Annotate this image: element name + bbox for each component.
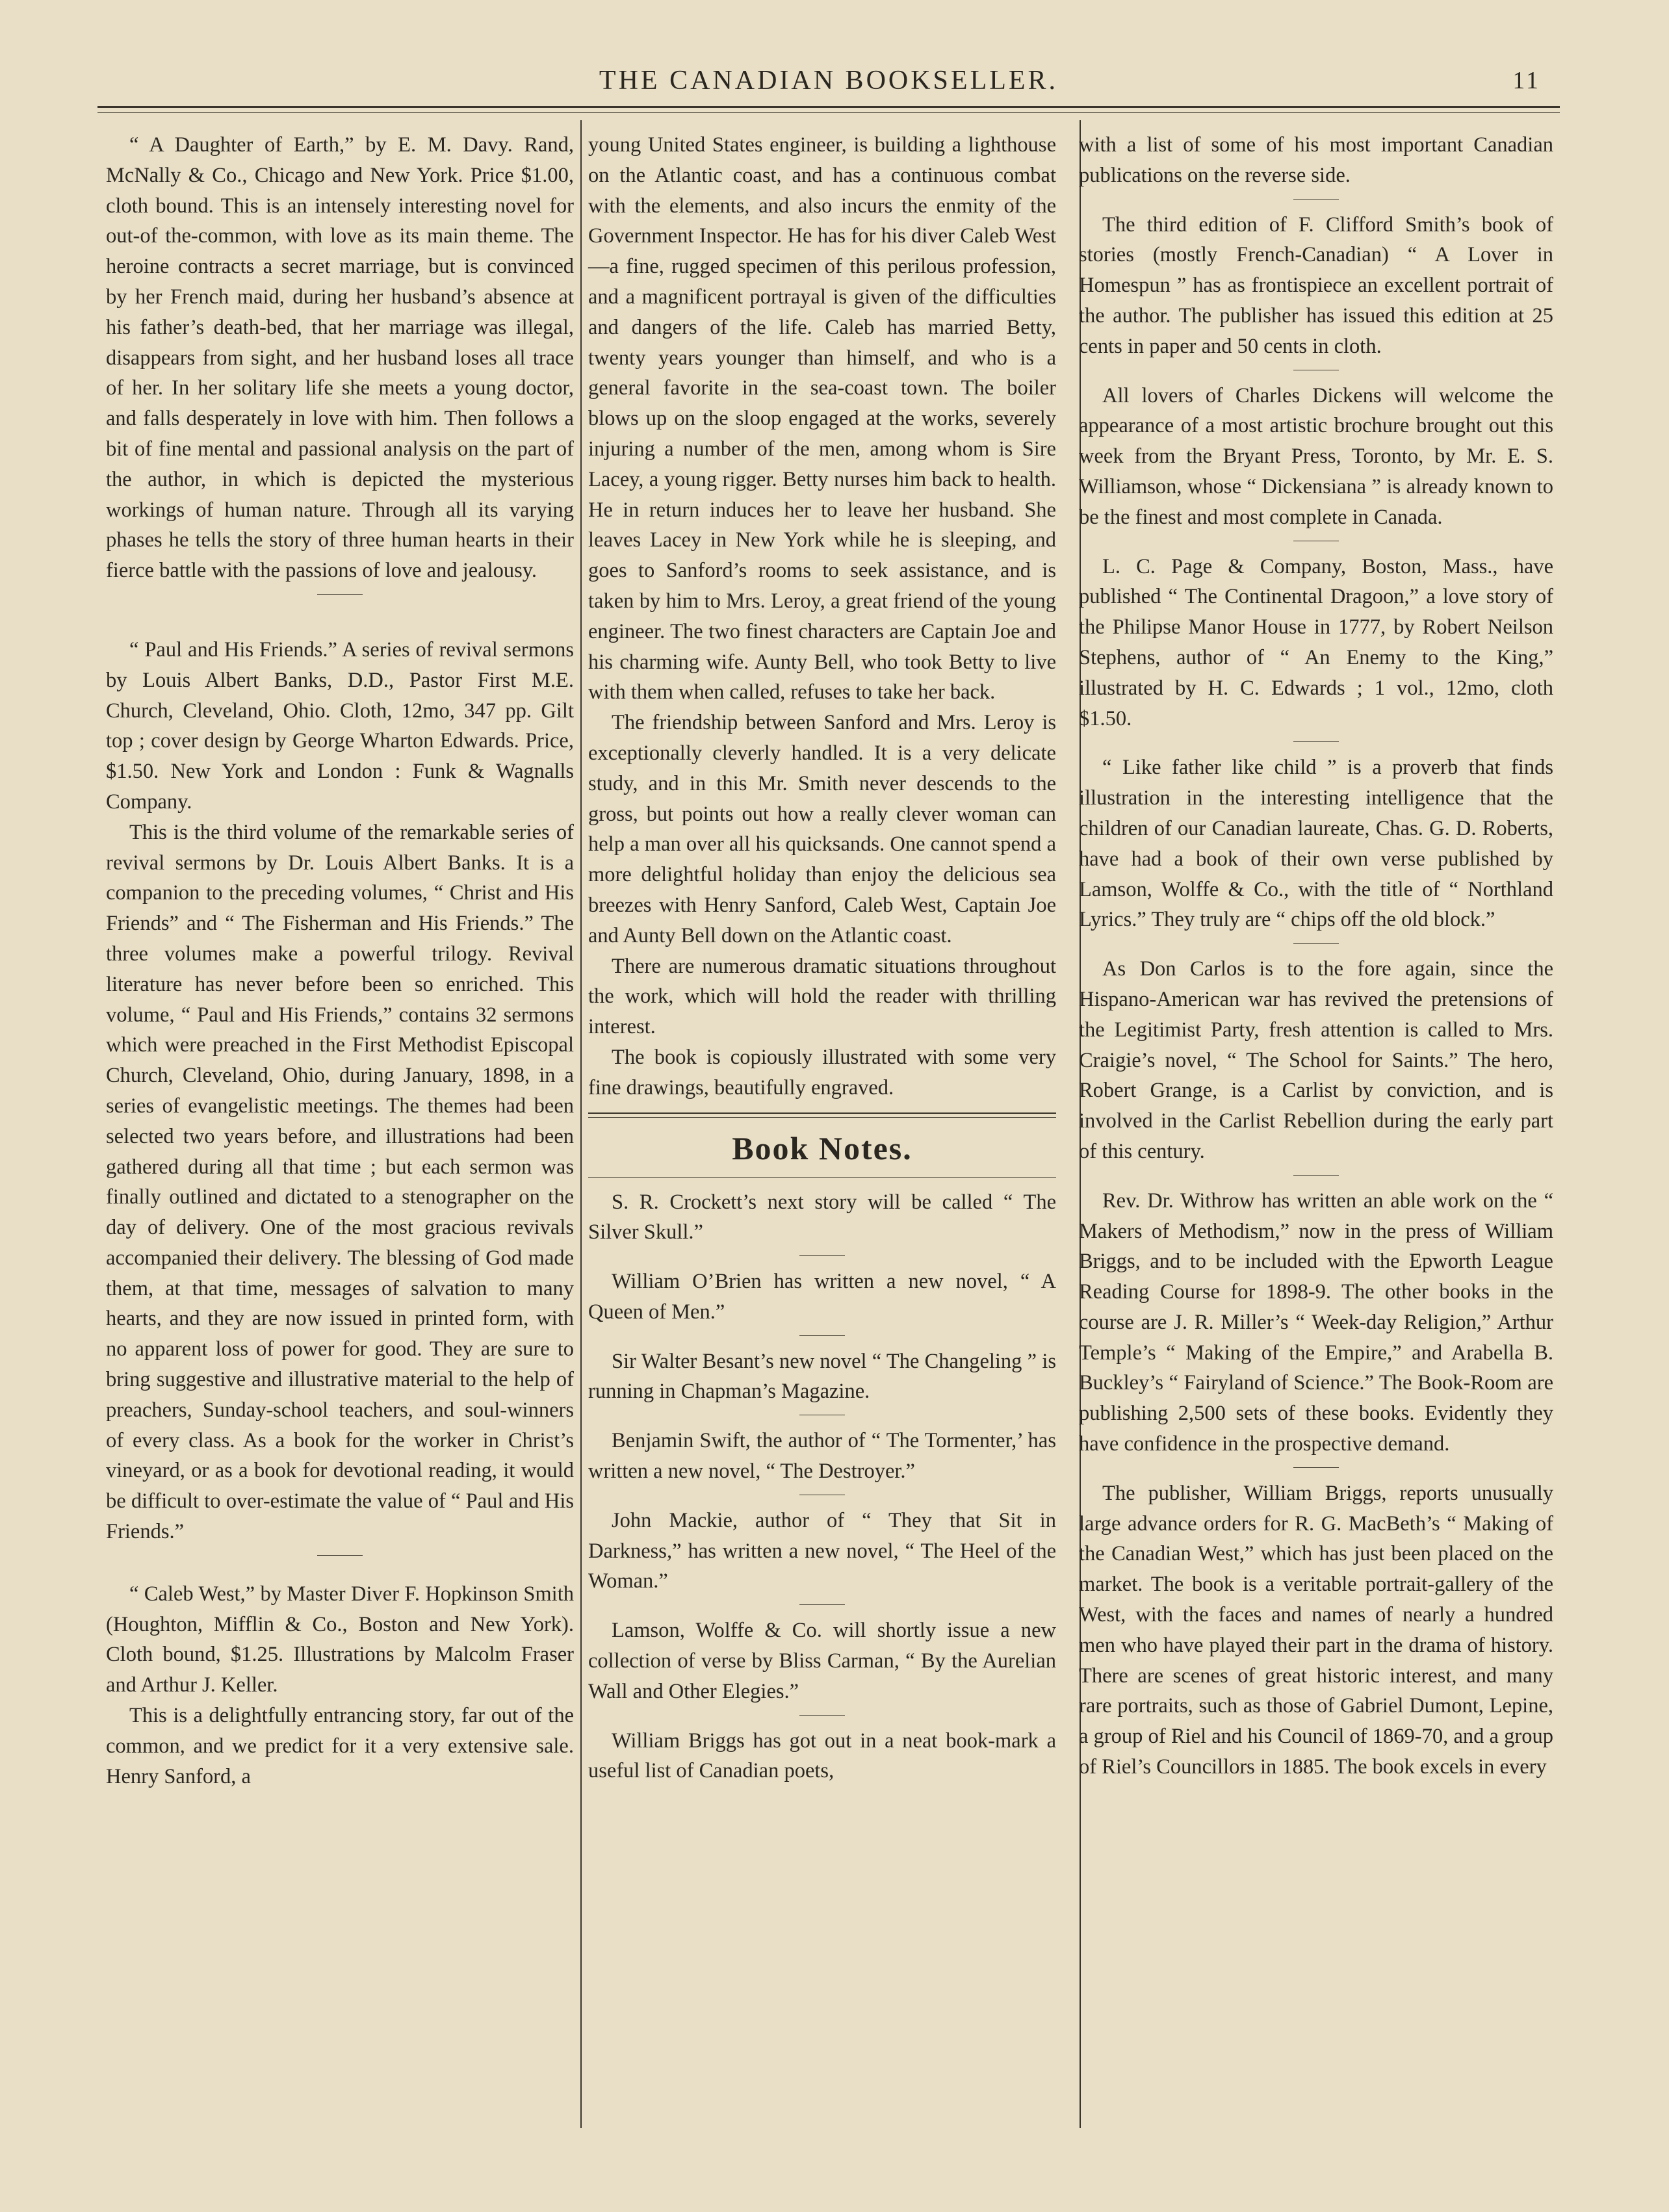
book-notes-rule-top — [588, 1112, 1056, 1114]
separator — [1293, 741, 1339, 742]
note-crockett: S. R. Crockett’s next story will be called “ The Silver Skull.” — [588, 1190, 1056, 1244]
note-briggs-bookmark: William Briggs has got out in a neat book-mark a useful list of Canadian poets, — [588, 1729, 1056, 1783]
header-rule-thin — [97, 112, 1560, 113]
review-paul-body: This is the third volume of the remarkable series of revival sermons by Dr. Louis Albert Banks. It is a companion to the preceding volumes, “ Christ and His Friends” and “ The Fisherman and His Friends.” The three volumes make a powerful trilogy. Revival literature has never before been so enriched. This volume, “ Paul and His Friends,” contains 32 sermons which were preached in the First Methodist Episcopal Church, Cleveland, Ohio, during January, 1898, in a series of evangelistic meetings. The themes had been selected two years before, and illustrations had been gathered during all that time ; but each sermon was finally outlined and dictated to a stenographer on the day of delivery. One of the most gracious revivals accompanied their delivery. The blessing of God made them, at that time, messages of salvation to many hearts, and they are now issued in printed form, with no apparent loss of power for good. They are sure to bring suggestive and illustrative material to the help of preachers, Sunday-school teachers, and soul-winners of every class. As a book for the worker in Christ’s vineyard, or as a book for devotional reading, it would be difficult to over-estimate the value of “ Paul and His Friends.” — [106, 820, 574, 1544]
column-divider-1 — [580, 120, 582, 2128]
column-1 — [106, 130, 574, 1792]
header-rule-thick — [97, 106, 1560, 108]
note-don-carlos: As Don Carlos is to the fore again, since the Hispano-American war has revived the pretensions of the Legitimist Party, fresh attention is called to Mrs. Craigie’s novel, “ The School for Saints.” The hero, Robert Grange, is a Carlist by conviction, and is involved in the Carlist Rebellion during the early part of this century. — [1079, 957, 1553, 1163]
separator — [317, 594, 363, 595]
separator — [799, 1255, 845, 1256]
publication-title: THE CANADIAN BOOKSELLER. — [599, 66, 1059, 96]
review-caleb-continued: young United States engineer, is building a lighthouse on the Atlantic coast, and has a continuous combat with the elements, and also incurs the enmity of the Government Inspector. He has for his diver Caleb West—a fine, rugged specimen of this perilous profession, and a magnificent portrayal is given of the difficulties and dangers of the life. Caleb has married Betty, twenty years younger than himself, and who is a general favorite in the sea-coast town. The boiler blows up on the sloop engaged at the works, severely injuring a number of the men, among whom is Sire Lacey, a young rigger. Betty nurses him back to health. He in return induces her to leave her husband. She leaves Lacey in New York while he is sleeping, and goes to Sanford’s rooms to seek assistance, and is taken by him to Mrs. Leroy, a great friend of the young engineer. The two finest characters are Captain Joe and his charming wife. Aunty Bell, who took Betty to live with them when called, refuses to take her back. — [588, 133, 1056, 704]
review-caleb-dramatic: There are numerous dramatic situations throughout the work, which will hold the reader with thrilling interest. — [588, 954, 1056, 1039]
separator — [799, 1335, 845, 1336]
note-lamson-wolffe: Lamson, Wolffe & Co. will shortly issue a new collection of verse by Bliss Carman, “ By the Aurelian Wall and Other Elegies.” — [588, 1619, 1056, 1703]
note-besant: Sir Walter Besant’s new novel “ The Changeling ” is running in Chapman’s Magazine. — [588, 1349, 1056, 1404]
book-notes-heading: Book Notes. — [732, 1129, 912, 1166]
note-mackie: John Mackie, author of “ They that Sit in Darkness,” has written a new novel, “ The Heel of the Woman.” — [588, 1508, 1056, 1593]
book-notes-rule-top-thin — [588, 1117, 1056, 1118]
separator — [1293, 943, 1339, 944]
page-header — [97, 62, 1560, 101]
review-caleb-header: “ Caleb West,” by Master Diver F. Hopkinson Smith (Houghton, Mifflin & Co., Boston and New York). Cloth bound, $1.25. Illustrations by Malcolm Fraser and Arthur J. Keller. — [106, 1582, 574, 1697]
separator — [317, 1555, 363, 1556]
note-roberts-children: “ Like father like child ” is a proverb that finds illustration in the interesting intelligence that the children of our Canadian laureate, Chas. G. D. Roberts, have had a book of their own verse published by Lamson, Wolffe & Co., with the title of “ Northland Lyrics.” They truly are “ chips off the old block.” — [1079, 756, 1553, 932]
separator — [1293, 1175, 1339, 1176]
separator — [1293, 1467, 1339, 1468]
review-paul-header: “ Paul and His Friends.” A series of revival sermons by Louis Albert Banks, D.D., Pastor First M.E. Church, Cleveland, Ohio. Cloth, 12mo, 347 pp. Gilt top ; cover design by George Wharton Edwards. Price, $1.50. New York and London : Funk & Wagnalls Company. — [106, 637, 574, 814]
note-dickens: All lovers of Charles Dickens will welcome the appearance of a most artistic brochure brought out this week from the Bryant Press, Toronto, by Mr. E. S. Williamson, whose “ Dickensiana ” is already known to be the finest and most complete in Canada. — [1079, 383, 1553, 529]
column-2 — [588, 130, 1056, 1786]
separator — [799, 1604, 845, 1605]
note-briggs-continued: with a list of some of his most important Canadian publications on the reverse side. — [1079, 133, 1553, 187]
review-caleb-body-start: This is a delightfully entrancing story, far out of the common, and we predict for it a very extensive sale. Henry Sanford, a — [106, 1704, 574, 1788]
note-withrow: Rev. Dr. Withrow has written an able work on the “ Makers of Methodism,” now in the press of William Briggs, and to be included with the Epworth League Reading Course for 1898-9. The other books in the course are J. R. Miller’s “ Week-day Religion,” Arthur Temple’s “ Making of the Empire,” and Arabella B. Buckley’s “ Fairyland of Science.” The Book-Room are publishing 2,500 sets of these books. Evidently they have confidence in the prospective demand. — [1079, 1189, 1553, 1456]
book-notes-rule-bottom — [588, 1177, 1056, 1178]
review-caleb-friendship: The friendship between Sanford and Mrs. Leroy is exceptionally cleverly handled. It is a very delicate study, and in this Mr. Smith never descends to the gross, but points out how a really clever woman can help a man over all his quicksands. One cannot spend a more delightful holiday than enjoy the delicious sea breezes with Henry Sanford, Caleb West, Captain Joe and Aunty Bell down on the Atlantic coast. — [588, 711, 1056, 947]
note-obrien: William O’Brien has written a new novel, “ A Queen of Men.” — [588, 1270, 1056, 1324]
note-page-company: L. C. Page & Company, Boston, Mass., have published “ The Continental Dragoon,” a love story of the Philipse Manor House in 1777, by Robert Neilson Stephens, author of “ An Enemy to the King,” illustrated by H. C. Edwards ; 1 vol., 12mo, cloth $1.50. — [1079, 554, 1553, 730]
separator — [799, 1715, 845, 1716]
review-daughter-of-earth: “ A Daughter of Earth,” by E. M. Davy. Rand, McNally & Co., Chicago and New York. Price $1.00, cloth bound. This is an intensely interesting novel for out-of the-common, with love as its main theme. The heroine contracts a secret marriage, but is convinced by her French maid, during her husband’s absence at his father’s death-bed, that her marriage was illegal, disappears from sight, and her husband loses all trace of her. In her solitary life she meets a young doctor, and falls desperately in love with him. Then follows a bit of fine mental and passional analysis on the part of the author, in which is depicted the mysterious workings of human nature. Through all its varying phases he tells the story of three human hearts in their fierce battle with the passions of love and jealousy. — [106, 133, 574, 583]
column-3 — [1079, 130, 1553, 1782]
review-caleb-illustrated: The book is copiously illustrated with some very fine drawings, beautifully engraved. — [588, 1045, 1056, 1100]
note-macbeth: The publisher, William Briggs, reports unusually large advance orders for R. G. MacBeth’s “ Making of the Canadian West,” which has just been placed on the market. The book is a veritable portrait-gallery of the West, with the faces and names of nearly a hundred men who have played their part in the drama of history. There are scenes of great historic interest, and many rare portraits, such as those of Gabriel Dumont, Lepine, a group of Riel and his Council of 1869-70, and a group of Riel’s Councillors in 1885. The book excels in every — [1079, 1481, 1553, 1779]
note-clifford-smith: The third edition of F. Clifford Smith’s book of stories (mostly French-Canadian) “ A Lover in Homespun ” has as frontispiece an excellent portrait of the author. The publisher has issued this edition at 25 cents in paper and 50 cents in cloth. — [1079, 212, 1553, 358]
note-swift: Benjamin Swift, the author of “ The Tormenter,’ has written a new novel, “ The Destroyer.” — [588, 1429, 1056, 1484]
page-number: 11 — [1512, 67, 1540, 94]
